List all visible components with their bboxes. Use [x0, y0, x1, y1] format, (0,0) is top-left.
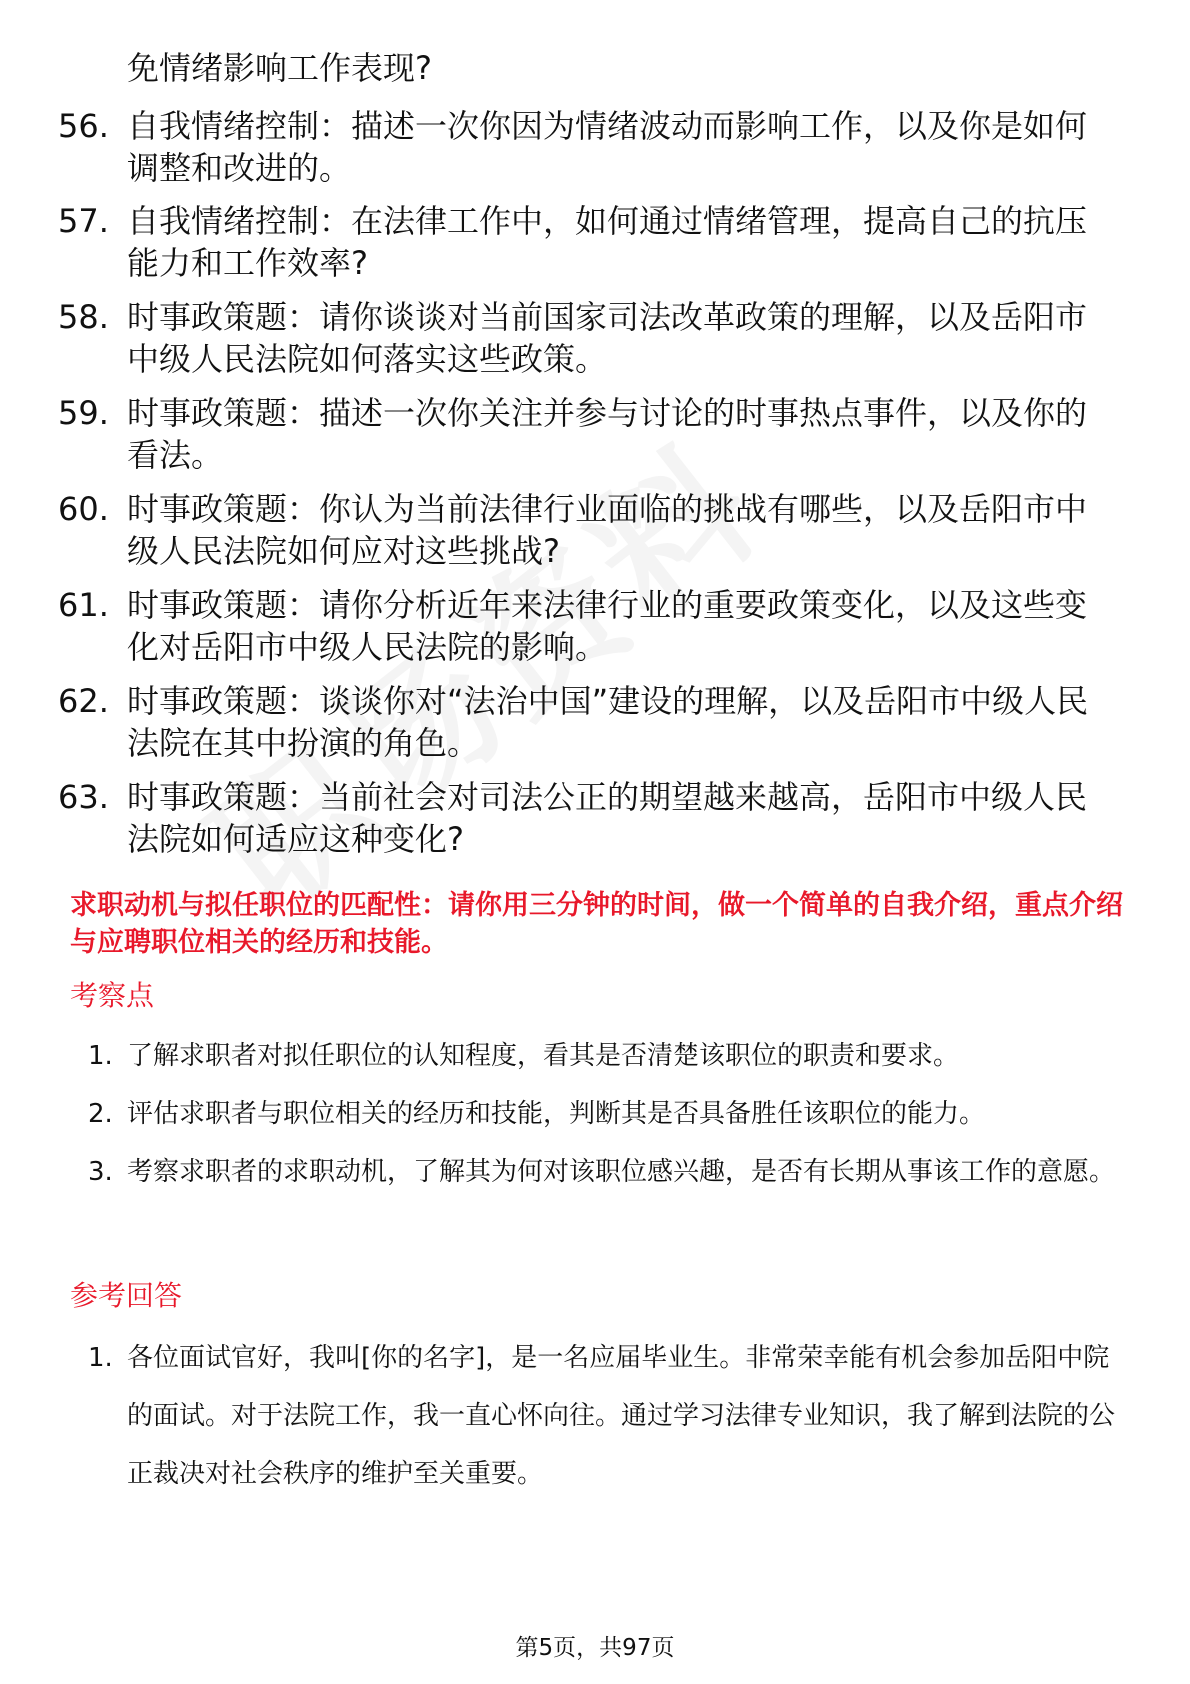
reference-answer-title: 参考回答	[70, 1279, 183, 1312]
question-text: 自我情绪控制：描述一次你因为情绪波动而影响工作，以及你是如何调整和改进的。	[127, 107, 1088, 187]
question-number: 62.	[58, 682, 109, 720]
question-text: 时事政策题：描述一次你关注并参与讨论的时事热点事件，以及你的看法。	[127, 394, 1088, 474]
question-text: 时事政策题：请你谈谈对当前国家司法改革政策的理解，以及岳阳市中级人民法院如何落实这些政策。	[127, 298, 1088, 378]
question-number: 58.	[58, 298, 109, 336]
answer-text: 各位面试官好，我叫[你的名字]，是一名应届毕业生。非常荣幸能有机会参加岳阳中院的面试。对于法院工作，我一直心怀向往。通过学习法律专业知识，我了解到法院的公正裁决对社会秩序的维护至关重要。	[127, 1343, 1116, 1489]
focus-point-text: 了解求职者对拟任职位的认知程度，看其是否清楚该职位的职责和要求。	[127, 1041, 960, 1071]
focus-point-number: 1.	[88, 1041, 113, 1071]
focus-point-text: 考察求职者的求职动机，了解其为何对该职位感兴趣，是否有长期从事该工作的意愿。	[127, 1157, 1116, 1187]
question-number: 61.	[58, 586, 109, 624]
question-text: 自我情绪控制：在法律工作中，如何通过情绪管理，提高自己的抗压能力和工作效率?	[127, 202, 1088, 282]
question-text: 时事政策题：请你分析近年来法律行业的重要政策变化，以及这些变化对岳阳市中级人民法院的影响。	[127, 586, 1088, 666]
question-number: 56.	[58, 107, 109, 145]
focus-point-number: 2.	[88, 1099, 113, 1129]
focus-points-title: 考察点	[70, 979, 155, 1012]
question-text: 时事政策题：当前社会对司法公正的期望越来越高，岳阳市中级人民法院如何适应这种变化?	[127, 778, 1088, 858]
question-number: 59.	[58, 394, 109, 432]
question-text: 时事政策题：你认为当前法律行业面临的挑战有哪些，以及岳阳市中级人民法院如何应对这些挑战?	[127, 490, 1088, 570]
question-text: 时事政策题：谈谈你对“法治中国”建设的理解，以及岳阳市中级人民法院在其中扮演的角色。	[127, 682, 1089, 762]
question-number: 63.	[58, 778, 109, 816]
focus-point-number: 3.	[88, 1157, 113, 1187]
question-number: 57.	[58, 202, 109, 240]
continued-question-line: 免情绪影响工作表现?	[127, 49, 432, 87]
page-footer: 第5页，共97页	[515, 1635, 675, 1661]
section-heading: 求职动机与拟任职位的匹配性：请你用三分钟的时间，做一个简单的自我介绍，重点介绍与应聘职位相关的经历和技能。	[70, 890, 1123, 958]
question-number: 60.	[58, 490, 109, 528]
focus-point-text: 评估求职者与职位相关的经历和技能，判断其是否具备胜任该职位的能力。	[127, 1099, 986, 1129]
answer-number: 1.	[88, 1343, 113, 1373]
